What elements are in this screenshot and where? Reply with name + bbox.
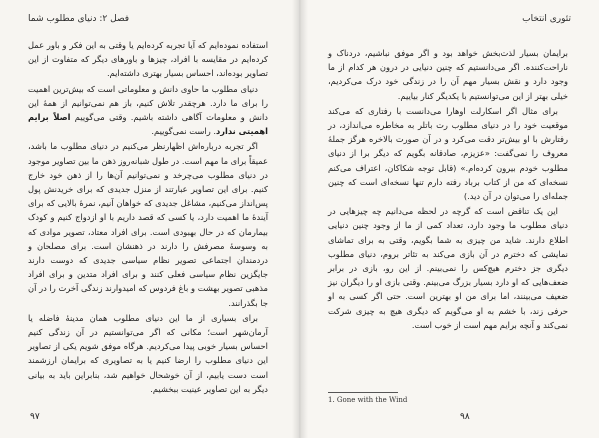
page-number: ۹۷ bbox=[30, 412, 40, 422]
footnote-divider bbox=[328, 392, 398, 393]
body-text bbox=[28, 38, 268, 397]
running-head: فصل ۲: دنیای مطلوب شما bbox=[28, 14, 130, 24]
paragraph: اگر تجربه درباره‌اش اظهارنظر می‌کنیم در دنیای مطلوب ما باشد، عمیقاً برای ما مهم است. در طول شبانه‌روز ذهن ما بین تصاویر موجود در دنیای مطلوب می‌چرخد و نمی‌توانیم آن‌ها را از ذهن خود خارج کنیم. برای این تصاویر عبارتند از منزل جدیدی که برای خریدنش پول پس‌انداز می‌کنیم، مشاغل جدیدی که خواهان آنیم، نمرهٔ بالایی که برای آیندهٔ ما اهمیت دارد، یا کسی که قصد داریم با او ازدواج کنیم و کودک بیمارمان که در حال بهبودی است. برای افراد معتاد، تصویر موادی که به وسوسهٔ مصرفش را دارند در ذهنشان است. برای مصلحان و دردمندان اجتماعی تصویر نظام سیاسی جدیدی که دوست دارند جایگزین نظام سیاسی فعلی کنند و برای افراد متدین و برای افراد مذهبی تصویر بهشت و باغ فردوس که امیدوارند زندگی آخرت را در آن جا بگذرانند. bbox=[28, 141, 268, 308]
book-gutter bbox=[292, 0, 308, 438]
paragraph: برایمان بسیار لذت‌بخش خواهد بود و اگر موفق نباشیم، دردناک و ناراحت‌کننده. اگر می‌دانستیم که چنین دنیایی در درون هر کدام از ما وجود دارد و نقش بسیار مهم آن را در زندگی خود درک می‌کردیم، خیلی بهتر از این می‌توانستیم با یکدیگر کنار بیاییم. bbox=[328, 48, 568, 101]
page-number: ۹۸ bbox=[460, 412, 470, 422]
left-page bbox=[0, 0, 299, 438]
right-page bbox=[300, 0, 599, 438]
emphasized-phrase: اصلاً برایم اهمیتی ندارد bbox=[28, 112, 268, 137]
paragraph: استفاده نموده‌ایم که آیا تجربه کرده‌ایم یا وقتی به این فکر و باور عمل کرده‌ایم در مقایسه با افراد، چیزها و باورهای دیگر که متفاوت از این تصاویر بوده‌اند، احساس بسیار بهتری داشته‌ایم. bbox=[28, 40, 268, 79]
paragraph: دنیای مطلوب ما حاوی دانش و معلوماتی است که بیش‌ترین اهمیت را برای ما دارد. هرچقدر تلاش کنیم، باز هم نمی‌توانیم از همهٔ این دانش و معلومات آگاهی داشته باشیم. وقتی می‌گوییم اصلاً برایم اهمیتی ندارد. راست نمی‌گوییم. bbox=[28, 83, 268, 137]
running-head: تئوری انتخاب bbox=[522, 14, 571, 24]
paragraph: برای مثال اگر اسکارلت اوهارا می‌دانست با رفتاری که می‌کند موقعیت خود را در دنیای مطلوب رت باتلر به مخاطره می‌اندازد، در رفتارش با او بیش‌تر دقت می‌کرد و در آن صورت بالاخره هرگز جملهٔ معروف را نمی‌گفت: «عزیزم، صادقانه بگویم که دیگر برا از دنیای مطلوب خودم بیرون کرده‌ام.» (قابل توجه شکاکان، اعتراف می‌کنم نسخه‌ای که من از کتاب برباد رفته دارم تنها نسخه‌ای است که چنین جمله‌ای را می‌توان در آن دید.) bbox=[328, 105, 568, 202]
footnote: 1. Gone with the Wind bbox=[328, 396, 408, 404]
paragraph: این یک تناقض است که گرچه در لحظه می‌دانیم چه چیزهایی در دنیای مطلوب ما وجود دارد، تعداد کمی از ما از وجود چنین دنیایی اطلاع دارند. شاید من چیزی به شما بگویم، وقتی به برای تماشای نمایشی که دخترم در آن بازی می‌کند به تئاتر بروم، دنیای مطلوب دیگری جز دخترم هیچ‌کس را نمی‌بینم. از این رو، بازی در برابر ضعف‌هایی که او دارد بسیار بزرگ می‌بینم. وقتی بازی او را دیگران نیز ضعیف می‌بینند، اما برای من او بهترین است. حتی اگر کسی به او حرفی زند، با خشم به او می‌گویم که دیگری هیچ به چیزی شرکت نمی‌کند و آنچه برایم مهم است از خوب است. bbox=[328, 206, 568, 330]
body-text bbox=[328, 46, 568, 333]
paragraph: برای بسیاری از ما این دنیای مطلوب همان مدینهٔ فاضله یا آرمان‌شهر است؛ مکانی که اگر می‌توانستیم در آن زندگی کنیم احساس بسیار خوبی پیدا می‌کردیم. هرگاه موفق شویم یکی از تصاویر این دنیای مطلوب را ارضا کنیم یا به تصاویری که برایمان ارزشمند است دست یابیم، از آن خوشحال خواهیم شد، بنابراین باید به بیانی دیگر به این تصاویر عینیت ببخشیم. bbox=[28, 312, 268, 394]
